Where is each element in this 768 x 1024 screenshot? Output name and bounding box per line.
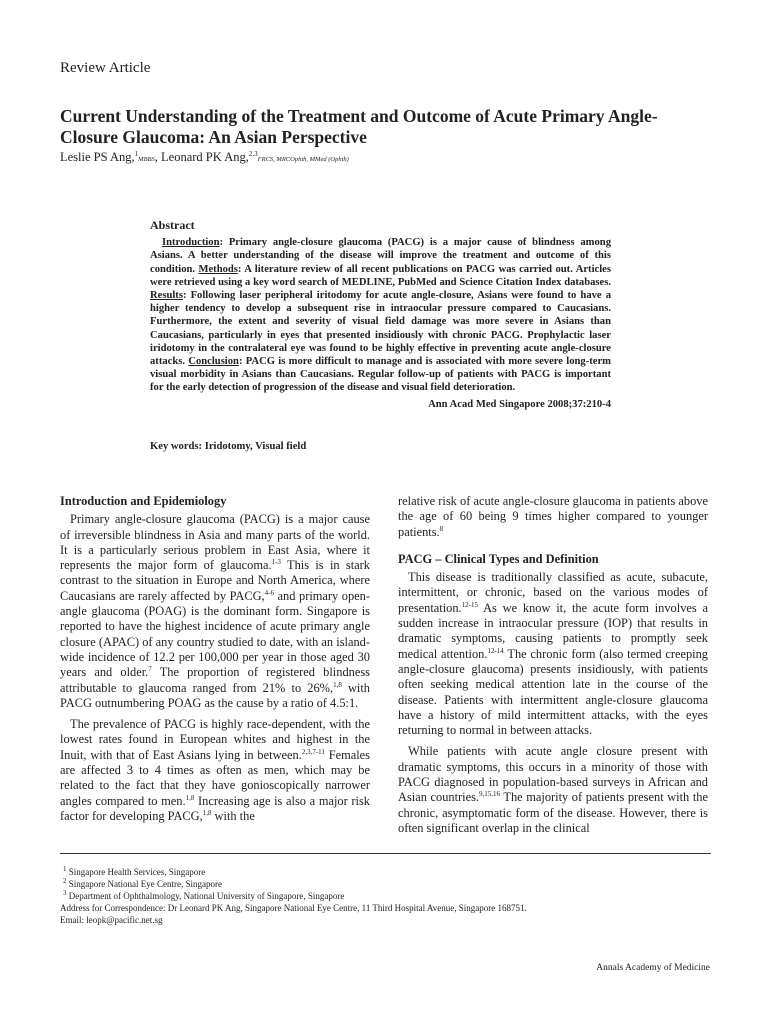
reference: 12-14: [487, 646, 504, 655]
text-run: relative risk of acute angle-closure glaucoma in patients above the age of 60 being 9 times higher compared to younger patients.: [398, 494, 708, 539]
footnote-marker: 2: [63, 877, 67, 885]
left-column: [60, 494, 370, 830]
footnote-divider: [60, 853, 711, 854]
text-run: The chronic form (also termed creeping angle-closure glaucoma) presents insidiously, with patients often seeking medical attention late in the course of the disease. Patients with intermittent angle-closure glaucoma have a history of mild intermittent attacks, with the eyes returning to normal in between attacks.: [398, 646, 708, 738]
section-heading-introduction: Introduction and Epidemiology: [60, 494, 227, 508]
text-run: with the: [211, 808, 255, 823]
author-2-affiliation: 2,3: [248, 149, 258, 158]
correspondence-address: Address for Correspondence: Dr Leonard PK Ang, Singapore National Eye Centre, 11 Third Hospital Avenue, Singapore 168751.: [60, 903, 527, 913]
reference: 1,8: [185, 793, 195, 802]
text-run: The majority of patients present with the chronic, asymptomatic form of the disease. However, there is often significant overlap in the clinical: [398, 790, 708, 835]
reference: 4-6: [264, 588, 274, 597]
article-title: Current Understanding of the Treatment and Outcome of Acute Primary Angle-Closure Glaucoma: An Asian Perspective: [60, 106, 658, 147]
right-column: [398, 494, 708, 842]
reference: 2,3,7-11: [301, 747, 325, 756]
reference: 1-3: [271, 558, 281, 567]
reference: 1,8: [333, 680, 342, 689]
footnote-marker: 3: [63, 889, 67, 897]
footnote-text: Singapore Health Services, Singapore: [68, 867, 206, 877]
footnote-marker: 1: [63, 865, 67, 873]
paragraph: [398, 744, 708, 836]
abstract-results-text: : Following laser peripheral iritodomy for acute angle-closure, Asians were found to have a higher tendency to develop a subsequent rise in intraocular pressure compared to Caucasians. Furthermore, the extent and severity of visual field damage was more severe in Asians than Caucasians, particularly in eyes that presented insidiously with chronic PACG. Prophylactic laser iridotomy in the contralateral eye was found to be highly effective in preventing acute angle-closure attacks.: [150, 290, 611, 368]
keywords: Key words: Iridotomy, Visual field: [150, 441, 307, 452]
footnote-3: [60, 890, 527, 902]
abstract-methods-text: : A literature review of all recent publications on PACG was carried out. Articles were retrieved using a key word search of MEDLINE, PubMed and Science Citation Index databases.: [150, 263, 611, 288]
footnote-2: [60, 878, 527, 890]
footnote-text: Department of Ophthalmology, National University of Singapore, Singapore: [68, 891, 345, 901]
paragraph: [398, 494, 708, 540]
paragraph: [398, 570, 708, 738]
text-run: Females are affected 3 to 4 times as often as men, which may be related to the fact that they have gonioscopically narrower angles compared to men.: [60, 747, 370, 808]
text-run: and primary open-angle glaucoma (POAG) is the dominant form. Singapore is reported to have the highest incidence of acute primary angle closure (APAC) of any country studied to date, with an island-wide incidence of 12.2 per 100,000 per year in those aged 30 years and older.: [60, 588, 370, 680]
text-run: The prevalence of PACG is highly race-dependent, with the lowest rates found in European whites and highest in the Inuit, with that of East Asians lying in between.: [60, 717, 370, 762]
abstract-text: [150, 236, 611, 394]
paragraph: [60, 717, 370, 824]
author-1-name: Leslie PS Ang,: [60, 150, 135, 164]
reference: 12-15: [461, 600, 478, 609]
author-line: [60, 150, 349, 165]
reference: 8: [439, 524, 444, 533]
author-1-affiliation: 1: [134, 149, 139, 158]
footnote-1: [60, 866, 527, 878]
abstract-intro-label: Introduction: [162, 237, 220, 249]
text-run: The proportion of registered blindness attributable to glaucoma ranged from 21% to 26%,: [60, 665, 370, 695]
section-heading-clinical-types: PACG – Clinical Types and Definition: [398, 551, 599, 566]
author-2-credentials: FRCS, MRCOphth, MMed (Ophth): [257, 156, 349, 163]
reference: 1,8: [202, 808, 212, 817]
text-run: This is in stark contrast to the situation in Europe and North America, where Caucasians are rarely affected by PACG,: [60, 558, 370, 603]
reference: 9,15,16: [479, 790, 501, 799]
author-2-name: , Leonard PK Ang,: [154, 150, 249, 164]
abstract-methods-label: Methods: [198, 263, 238, 275]
correspondence-email: Email: leopk@pacific.net.sg: [60, 915, 163, 925]
text-run: While patients with acute angle closure present with dramatic symptoms, this occurs in a minority of those with PACG diagnosed in population-based surveys in African and Asian countries.: [398, 744, 708, 805]
abstract-heading: Abstract: [150, 218, 195, 232]
text-run: with PACG outnumbering POAG as the cause by a ratio of 4.5:1.: [60, 680, 370, 710]
abstract-block: [150, 219, 611, 411]
text-run: As we know it, the acute form involves a sudden increase in intraocular pressure (IOP) that results in dramatic symptoms, causing patients to promptly seek medical attention.: [398, 600, 708, 661]
text-run: Primary angle-closure glaucoma (PACG) is a major cause of irreversible blindness in Asia and many parts of the world. It is a particularly serious problem in East Asia, where it represents the major form of glaucoma.: [60, 512, 370, 573]
abstract-conclusion-label: Conclusion: [188, 356, 239, 368]
paragraph: [60, 512, 370, 711]
footnote-text: Singapore National Eye Centre, Singapore: [68, 879, 222, 889]
text-run: Increasing age is also a major risk factor for developing PACG,: [60, 793, 370, 823]
abstract-intro-text: : Primary angle-closure glaucoma (PACG) is a major cause of blindness among Asians. A better understanding of the disease will improve the treatment and outcome of this condition.: [150, 237, 611, 275]
text-run: This disease is traditionally classified as acute, subacute, intermittent, or chronic, based on the various modes of presentation.: [398, 570, 708, 615]
citation: Ann Acad Med Singapore 2008;37:210-4: [428, 398, 611, 410]
abstract-results-label: Results: [150, 290, 183, 302]
author-1-credentials: MBBS: [138, 156, 155, 163]
abstract-conclusion-text: : PACG is more difficult to manage and is associated with more severe long-term visual morbidity in Asians than Caucasians. Regular follow-up of patients with PACG is important for the early detection of progression of the disease and visual field deterioration.: [150, 356, 611, 394]
journal-footer: Annals Academy of Medicine: [596, 963, 710, 973]
footnotes: [60, 866, 527, 926]
section-label: Review Article: [60, 60, 151, 76]
reference: 7: [148, 665, 152, 674]
